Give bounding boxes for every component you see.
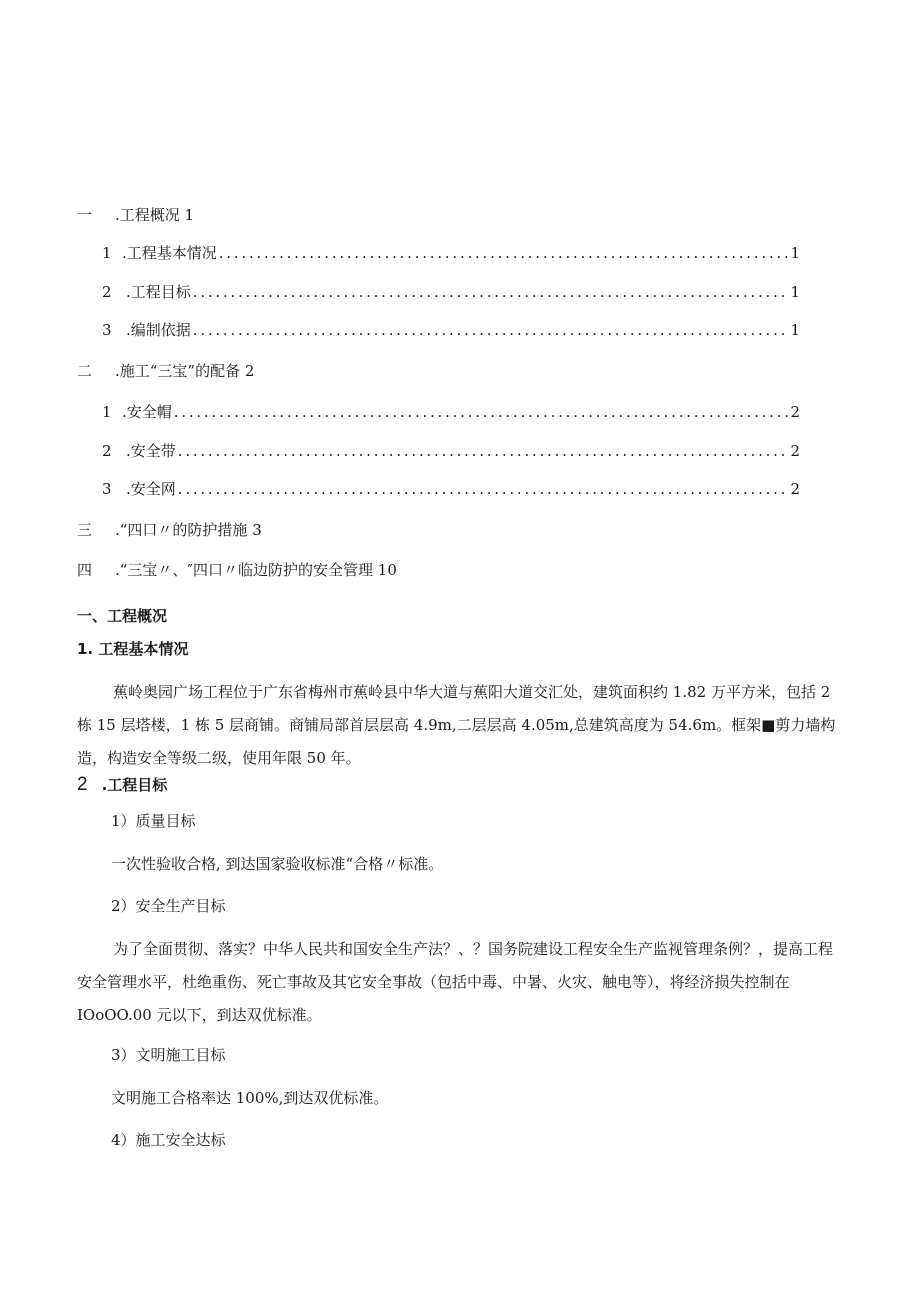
- toc-section-1[interactable]: [77, 204, 194, 225]
- toc-item-label: .安全网: [126, 480, 176, 498]
- goal-civilized-text: 文明施工合格率达 100%,到达双优标准。: [111, 1089, 389, 1107]
- toc-section-4[interactable]: [77, 559, 397, 580]
- toc-section-number: 一: [77, 206, 93, 224]
- toc-item-number: 1: [102, 244, 112, 262]
- toc-section-label: .工程概况 1: [115, 206, 195, 224]
- toc-item-page: 2: [790, 480, 800, 498]
- goal-safety-heading: 2）安全生产目标: [111, 897, 226, 915]
- toc-section-label: .“四口〃的防护措施 3: [115, 521, 262, 539]
- heading-label: .工程目标: [101, 776, 168, 794]
- toc-item-page: 1: [790, 283, 800, 301]
- heading-project-goals: [77, 774, 167, 796]
- toc-section-3[interactable]: [77, 519, 262, 540]
- goal-standard-heading: 4）施工安全达标: [111, 1131, 226, 1149]
- toc-item-number: 3: [102, 480, 112, 498]
- paragraph-basic-info: 蕉岭奥园广场工程位于广东省梅州市蕉岭县中华大道与蕉阳大道交汇处，建筑面积约 1.82 万平方米，包括 2 栋 15 层塔楼，1 栋 5 层商铺。商铺局部首层层高 4.9m,二层层高 4.05m,总建筑高度为 54.6m。框架■剪力墙构造，构造安全等级二级，使用年限 50 年。: [77, 683, 836, 767]
- goal-civilized-heading: 3）文明施工目标: [111, 1046, 226, 1064]
- toc-item-label: .工程目标: [126, 283, 191, 301]
- toc-section-label: .“三宝〃、″四口〃临边防护的安全管理 10: [115, 561, 397, 579]
- toc-item-page: 1: [790, 244, 800, 262]
- toc-item-number: 1: [102, 403, 112, 421]
- toc-item-number: 2: [102, 442, 112, 460]
- toc-section-number: 四: [77, 561, 93, 579]
- toc-item[interactable]: [102, 242, 800, 263]
- toc-leader-dots: [174, 403, 789, 421]
- goal-quality-text: 一次性验收合格, 到达国家验收标准“合格〃标准。: [111, 855, 444, 873]
- toc-item-label: .安全帽: [122, 403, 172, 421]
- heading-project-overview: 一、工程概况: [77, 607, 168, 625]
- toc-item-page: 2: [790, 403, 800, 421]
- toc-item-number: 2: [102, 283, 112, 301]
- toc-item-label: .安全带: [126, 442, 176, 460]
- toc-section-label: .施工“三宝”的配备 2: [115, 362, 255, 380]
- heading-number: 2: [77, 774, 88, 795]
- toc-section-number: 三: [77, 521, 93, 539]
- toc-leader-dots: [193, 283, 789, 301]
- toc-section-2[interactable]: [77, 360, 254, 381]
- toc-item-number: 3: [102, 321, 112, 339]
- toc-leader-dots: [193, 321, 789, 339]
- goal-quality-heading: 1）质量目标: [111, 812, 196, 830]
- toc-item[interactable]: [102, 478, 800, 499]
- toc-item-page: 2: [790, 442, 800, 460]
- toc-leader-dots: [178, 480, 789, 498]
- toc-item-page: 1: [790, 321, 800, 339]
- toc-item-label: .工程基本情况: [122, 244, 217, 262]
- heading-basic-info: 1. 工程基本情况: [77, 640, 189, 658]
- toc-leader-dots: [219, 244, 789, 262]
- toc-item[interactable]: [102, 440, 800, 461]
- toc-item[interactable]: [102, 281, 800, 302]
- toc-item-label: .编制依据: [126, 321, 191, 339]
- toc-section-number: 二: [77, 362, 93, 380]
- toc-item[interactable]: [102, 401, 800, 422]
- toc-item[interactable]: [102, 319, 800, 340]
- toc-leader-dots: [178, 442, 789, 460]
- goal-safety-text: 为了全面贯彻、落实？中华人民共和国安全生产法？、？国务院建设工程安全生产监视管理条例？，提高工程安全管理水平，杜绝重伤、死亡事故及其它安全事故（包括中毒、中暑、火灾、触电等），将经济损失控制在 IOoOO.00 元以下，到达双优标准。: [77, 940, 834, 1024]
